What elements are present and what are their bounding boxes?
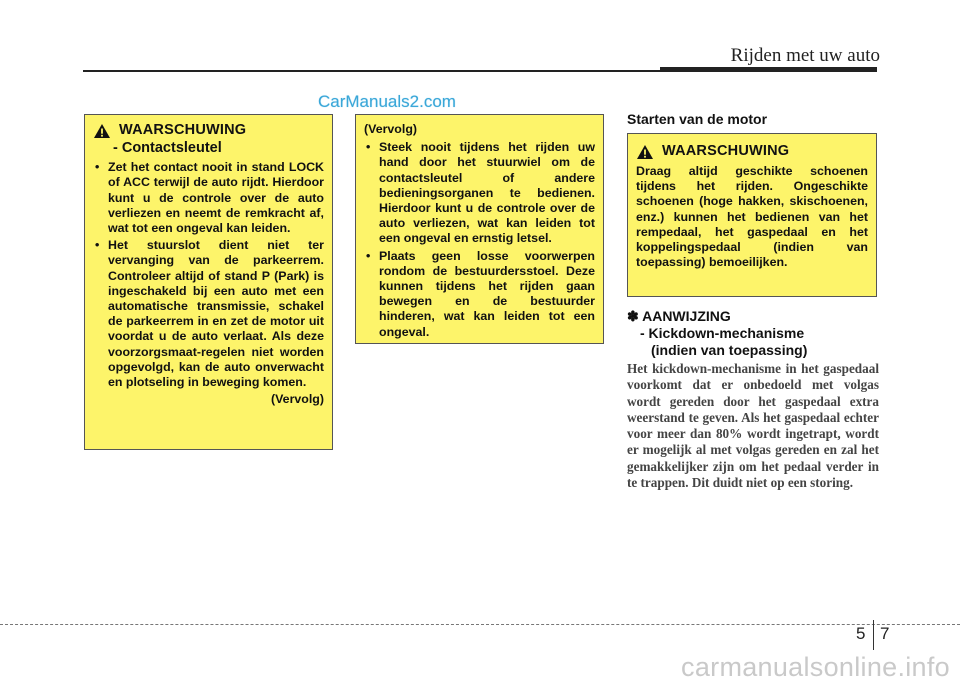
page-number-separator [873,620,874,650]
warning-box-schoenen [627,133,877,297]
continued-label: (Vervolg) [364,122,418,136]
warning-subtitle: - Contactsleutel [113,140,222,156]
note-heading [627,308,879,359]
warning-header [636,144,868,160]
note-label: ✽ AANWIJZING [627,308,731,324]
warning-triangle-icon [93,123,111,139]
warning-triangle-icon [636,144,654,160]
note-body: Het kickdown-mechanisme in het gaspedaal voorkomt dat er onbedoeld met volgas wordt gereden door het gaspedaal extra weerstand te geven. Als het gaspedaal echter voor meer dan 80% wordt ingetrapt, wordt er mogelijk al met volgas gereden en zal het gemakkelijker zijn om het pedaal verder in te trappen. Dit duidt niet op een storing. [627,361,879,491]
warning-title: WAARSCHUWING [119,122,247,139]
note-title-qualifier: (indien van toepassing) [651,342,808,358]
header-rule [83,70,663,72]
continued-label: (Vervolg) [270,392,324,407]
warning-bullet: • Steek nooit tijdens het rijden uw hand door het stuurwiel om de contactsleutel of andere bedieningsorganen te bedienen. Hierdoor kunt u de controle over de auto verliezen, wat kan leiden tot een ongeval en ernstig letsel. [364,140,595,246]
warning-bullet: • Het stuurslot dient niet ter vervanging van de parkeerrem. Controleer altijd of stand P (Park) is ingeschakeld bij een auto met een automatische transmissie, schakel de parkeerrem in en zet de motor uit voordat u de auto verlaat. Als deze voorzorgsmaat-regelen niet worden opgevolgd, kan de auto onverwacht en plotseling in beweging komen. [93,238,324,390]
warning-box-contactsleutel [84,114,333,450]
warning-header [93,123,324,139]
warning-bullet-list [364,140,595,340]
watermark-top[interactable]: CarManuals2.com [318,92,456,111]
section-heading: Starten van de motor [627,111,768,127]
header-rule-accent [660,67,877,72]
watermark-bottom[interactable]: carmanualsonline.info [681,652,950,682]
chapter-number: 5 [856,624,866,643]
warning-box-continued [355,114,604,344]
warning-title: WAARSCHUWING [662,143,790,160]
warning-bullet: • Plaats geen losse voorwerpen rondom de bestuurdersstoel. Deze kunnen tijdens het rijden gaan bewegen en de bestuurder hinderen, wat kan leiden tot een ongeval. [364,249,595,340]
page-number: 7 [880,624,890,643]
warning-bullet-list [93,160,324,390]
section-title: Rijden met uw auto [730,45,880,66]
note-title: - Kickdown-mechanisme [640,325,805,341]
warning-bullet: • Zet het contact nooit in stand LOCK of ACC terwijl de auto rijdt. Hierdoor kunt u de controle over de auto verliezen en neemt de remkracht af, wat tot een ongeval kan leiden. [93,160,324,236]
warning-text: Draag altijd geschikte schoenen tijdens het rijden. Ongeschikte schoenen (hoge hakken, skischoenen, enz.) kunnen het bedienen van het rempedaal, het gaspedaal en het koppelingspedaal (indien van toepassing) bemoeilijken. [636,164,868,270]
footer-divider [0,624,960,625]
